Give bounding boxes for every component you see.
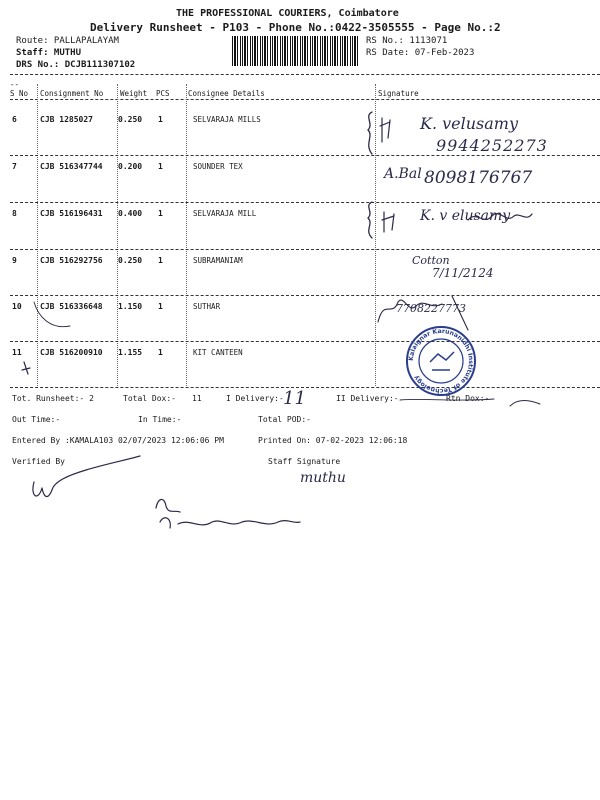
col-signature: Signature	[378, 89, 419, 98]
row-consignee: SOUNDER TEX	[193, 162, 243, 171]
drs-number: DRS No.: DCJB111307102	[16, 60, 136, 70]
barcode	[232, 36, 358, 66]
signature-name: K. velusamy	[420, 114, 519, 133]
pen-stroke-mark	[508, 396, 544, 412]
total-dox-value: 11	[192, 394, 202, 403]
signature-phone: 8098176767	[424, 168, 533, 188]
rs-date: RS Date: 07-Feb-2023	[366, 48, 475, 58]
row-consignee: KIT CANTEEN	[193, 348, 243, 357]
pen-tick-mark	[18, 358, 38, 382]
entered-by: Entered By :KAMALA103 02/07/2023 12:06:06 PM	[12, 436, 224, 445]
divider	[10, 99, 600, 100]
pen-stroke-mark	[398, 394, 498, 406]
signature-name: Cotton	[412, 254, 450, 267]
out-time: Out Time:-	[12, 415, 61, 424]
divider	[10, 295, 600, 296]
col-weight: Weight	[120, 89, 148, 98]
pen-stroke-mark	[30, 296, 80, 336]
divider	[10, 155, 600, 156]
company-title: THE PROFESSIONAL COURIERS, Coimbatore	[176, 8, 399, 19]
svg-text:Kalaignar Karunanidhi Institut	[408, 328, 474, 394]
verified-by: Verified By	[12, 457, 65, 466]
row-consignee: SELVARAJA MILLS	[193, 115, 261, 124]
stamp-text: Kalaignar Karunanidhi Institute of Technology	[407, 327, 475, 395]
col-pcs: PCS	[156, 89, 170, 98]
signature-name: K. v elusamy	[420, 208, 511, 224]
signature-brace-mark	[360, 108, 400, 158]
verified-signature	[26, 452, 146, 508]
row-consignment: CJB 516196431	[40, 209, 103, 218]
row-pcs: 1	[158, 302, 163, 311]
row-consignee: SELVARAJA MILL	[193, 209, 257, 218]
printed-on: Printed On: 07-02-2023 12:06:18	[258, 436, 408, 445]
staff: Staff: MUTHU	[16, 48, 82, 58]
signature-phone: 9944252273	[436, 136, 548, 155]
row-consignment: CJB 516347744	[40, 162, 103, 171]
total-pod: Total POD:-	[258, 415, 311, 424]
row-weight: 0.400	[118, 209, 143, 218]
row-pcs: 1	[158, 115, 163, 124]
total-runsheet: Tot. Runsheet:- 2	[12, 394, 94, 403]
row-sno: 11	[12, 348, 22, 357]
divider	[10, 74, 600, 75]
col-sno: S No	[10, 89, 29, 98]
verified-signature-second	[150, 488, 310, 544]
row-pcs: 1	[158, 348, 163, 357]
runsheet-subtitle: Delivery Runsheet - P103 - Phone No.:0422-3505555 - Page No.:2	[90, 21, 501, 34]
divider	[10, 249, 600, 250]
row-weight: 0.250	[118, 115, 143, 124]
col-consignee: Consignee Details	[188, 89, 265, 98]
rs-number: RS No.: 1113071	[366, 36, 448, 46]
signature-scribble	[466, 206, 536, 228]
i-delivery-label: I Delivery:-	[226, 394, 284, 403]
total-dox-label: Total Dox:-	[123, 394, 176, 403]
ii-delivery-label: II Delivery:-	[336, 394, 399, 403]
row-pcs: 1	[158, 162, 163, 171]
signature-brace-mark	[360, 198, 400, 242]
row-pcs: 1	[158, 256, 163, 265]
row-sno: 9	[12, 256, 17, 265]
i-delivery-value: 11	[283, 388, 306, 409]
divider	[10, 341, 600, 342]
row-consignee: SUBRAMANIAM	[193, 256, 243, 265]
row-weight: 0.200	[118, 162, 143, 171]
signature-name: A.Bal	[384, 166, 422, 182]
row-sno: 6	[12, 115, 17, 124]
staff-signature-hand: muthu	[300, 470, 346, 486]
row-weight: 1.155	[118, 348, 143, 357]
row-sno: 7	[12, 162, 17, 171]
row-consignee: SUTHAR	[193, 302, 221, 311]
divider	[10, 202, 600, 203]
row-consignment: CJB 516336648	[40, 302, 103, 311]
rtn-dox-label: Rtn Dox:-	[446, 394, 490, 403]
row-weight: 1.150	[118, 302, 143, 311]
row-pcs: 1	[158, 209, 163, 218]
row-consignment: CJB 516200910	[40, 348, 103, 357]
col-consignment: Consignment No	[40, 89, 104, 98]
row-sno: 10	[12, 302, 22, 311]
route: Route: PALLAPALAYAM	[16, 36, 119, 46]
row-weight: 0.250	[118, 256, 143, 265]
row-consignment: CJB 516292756	[40, 256, 103, 265]
signature-phone: 7708227773	[396, 302, 466, 315]
row-sno: 8	[12, 209, 17, 218]
signature-phone: 7/11/2124	[432, 266, 494, 280]
in-time: In Time:-	[138, 415, 182, 424]
institute-stamp	[404, 324, 478, 398]
row-consignment: CJB 1285027	[40, 115, 93, 124]
staff-signature-label: Staff Signature	[268, 457, 341, 466]
